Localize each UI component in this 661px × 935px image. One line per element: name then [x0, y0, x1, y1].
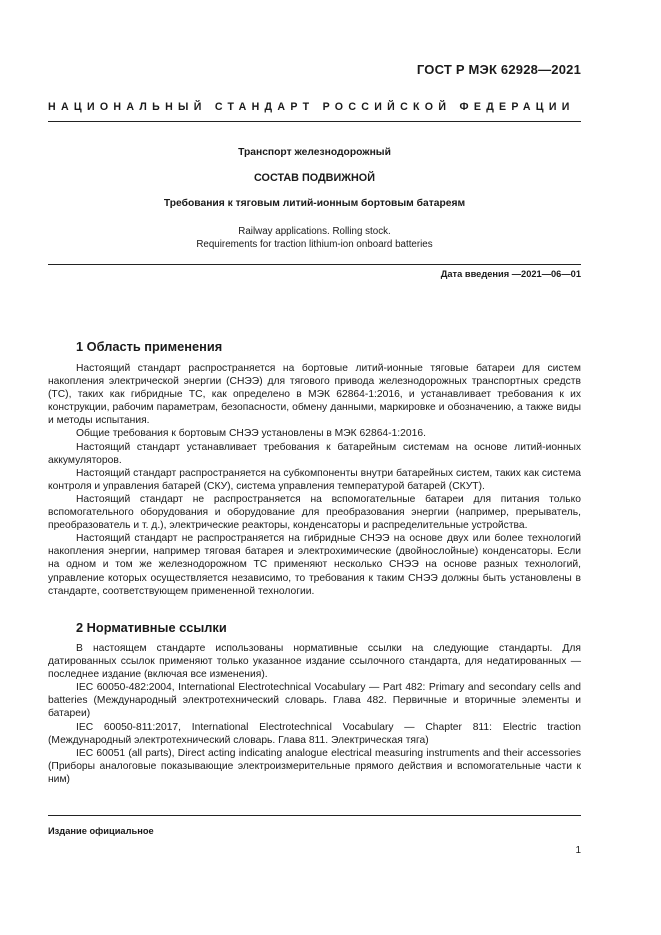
page-number: 1 — [575, 845, 581, 856]
section-1-paragraph: Настоящий стандарт распространяется на субкомпоненты внутри батарейных систем, таких как система контроля и управления батарей (СКУ), система управления температурой батарей (СКУТ). — [48, 467, 581, 492]
title-divider — [48, 264, 581, 265]
national-standard-heading: НАЦИОНАЛЬНЫЙ СТАНДАРТ РОССИЙСКОЙ ФЕДЕРАЦИИ — [48, 101, 575, 113]
official-edition-label: Издание официальное — [48, 826, 154, 836]
introduction-date: Дата введения —2021—06—01 — [440, 269, 581, 279]
top-divider — [48, 121, 581, 122]
section-1-paragraph: Общие требования к бортовым СНЭЭ установлены в МЭК 62864-1:2016. — [76, 428, 426, 440]
section-2-body — [48, 642, 581, 786]
section-1-paragraph: Настоящий стандарт не распространяется на гибридные СНЭЭ на основе двух или более технологий накопления энергии, например тяговая батарея и электрохимические (двойнослойные) конденсаторы. Если на одном и том же железнодорожном ТС применяют несколько СНЭЭ на основе разных технологий, управление которых осуществляется независимо, то требования к таким СНЭЭ должны быть установлены в стандарте, соответствующем примененной технологии. — [48, 533, 581, 597]
title-line-3: Требования к тяговым литий-ионным бортовым батареям — [163, 198, 466, 209]
section-1-paragraph: Настоящий стандарт устанавливает требования к батарейным системам на основе литий-ионных аккумуляторов. — [48, 441, 581, 466]
english-title-line-1: Railway applications. Rolling stock. — [238, 226, 391, 237]
footer-divider — [48, 815, 581, 816]
english-title-line-2: Requirements for traction lithium-ion onboard batteries — [196, 238, 433, 250]
section-1-title: 1 Область применения — [76, 339, 223, 354]
section-2-paragraph: IEC 60050-811:2017, International Electrotechnical Vocabulary — Chapter 811: Electric traction (Международный электротехнический словарь. Глава 811. Электрическая тяга) — [48, 721, 581, 746]
section-1-paragraph: Настоящий стандарт распространяется на бортовые литий-ионные тяговые батареи для систем накопления электрической энергии (СНЭЭ) для тягового привода железнодорожных транспортных средств (ТС), таких как гибридные ТС, как определено в МЭК 62864-1:2016, и устанавливает требования к их конструкции, рабочим параметрам, безопасности, обмену данными, маркировке и обозначению, а также виды и методы испытания. — [48, 363, 581, 427]
section-1-body — [48, 362, 581, 598]
standard-code: ГОСТ Р МЭК 62928—2021 — [416, 62, 581, 77]
section-2-paragraph: IEC 60050-482:2004, International Electrotechnical Vocabulary — Part 482: Primary and secondary cells and batteries (Международный электротехнический словарь. Глава 482. Первичные и вторичные элементы и батареи) — [48, 682, 581, 720]
title-line-1: Транспорт железнодорожный — [238, 147, 391, 158]
title-line-2: СОСТАВ ПОДВИЖНОЙ — [254, 172, 375, 184]
section-2-paragraph: IEC 60051 (all parts), Direct acting indicating analogue electrical measuring instruments and their accessories (Приборы аналоговые показывающие электроизмерительные прямого действия и вспомогательные части к ним) — [48, 747, 581, 785]
section-2-paragraph: В настоящем стандарте использованы нормативные ссылки на следующие стандарты. Для датированных ссылок применяют только указанное издание ссылочного стандарта, для недатированных — последнее издание (включая все изменения). — [48, 643, 581, 681]
section-1-paragraph: Настоящий стандарт не распространяется на вспомогательные батареи для питания только вспомогательного оборудования и оборудование для преобразования энергии (например, прерыватель, преобразователь и т. д.), электрические реакторы, конденсаторы и распределительные устройства. — [48, 493, 581, 532]
english-title — [48, 226, 581, 251]
section-2-title: 2 Нормативные ссылки — [76, 620, 227, 635]
